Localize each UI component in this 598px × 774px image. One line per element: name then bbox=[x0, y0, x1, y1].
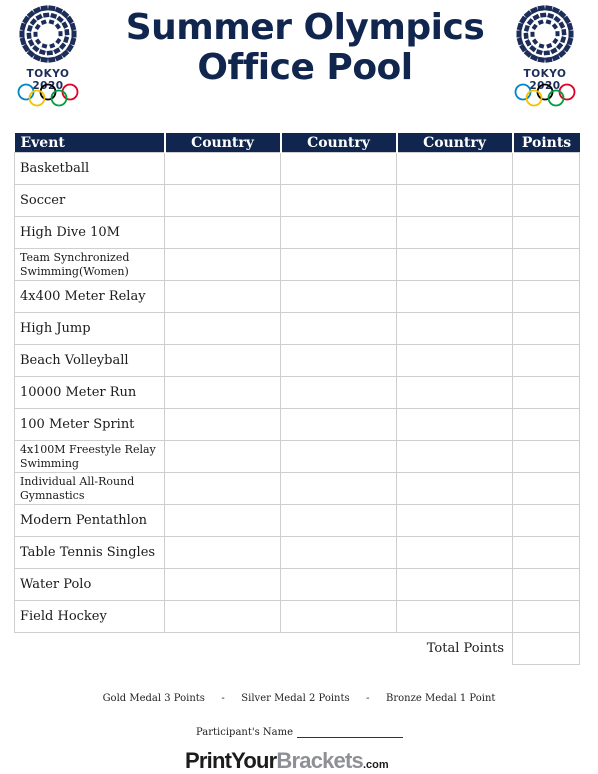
event-name-cell: Field Hockey bbox=[15, 601, 165, 633]
country-cell[interactable] bbox=[281, 185, 397, 217]
country-cell[interactable] bbox=[397, 505, 513, 537]
tokyo-emblem-icon bbox=[508, 2, 582, 66]
olympic-rings-icon bbox=[508, 82, 582, 112]
points-cell[interactable] bbox=[513, 569, 580, 601]
country-cell[interactable] bbox=[165, 153, 281, 185]
country-cell[interactable] bbox=[165, 345, 281, 377]
country-cell[interactable] bbox=[281, 569, 397, 601]
table-row bbox=[15, 473, 580, 505]
country-cell[interactable] bbox=[165, 409, 281, 441]
country-cell[interactable] bbox=[165, 601, 281, 633]
country-cell[interactable] bbox=[397, 345, 513, 377]
country-cell[interactable] bbox=[397, 441, 513, 473]
silver-medal-points: Silver Medal 2 Points bbox=[241, 693, 350, 704]
table-row bbox=[15, 217, 580, 249]
event-name-cell: High Dive 10M bbox=[15, 217, 165, 249]
points-cell[interactable] bbox=[513, 345, 580, 377]
table-header-row bbox=[15, 133, 580, 153]
event-name-cell: Individual All-Round Gymnastics bbox=[15, 473, 165, 505]
points-cell[interactable] bbox=[513, 377, 580, 409]
points-cell[interactable] bbox=[513, 537, 580, 569]
tokyo-emblem-icon bbox=[11, 2, 85, 66]
brand-text-part1: PrintYour bbox=[185, 748, 277, 773]
brand-logo bbox=[185, 748, 389, 774]
country-cell[interactable] bbox=[165, 185, 281, 217]
total-points-row bbox=[15, 633, 580, 665]
country-cell[interactable] bbox=[281, 473, 397, 505]
country-cell[interactable] bbox=[165, 281, 281, 313]
total-points-cell[interactable] bbox=[513, 633, 580, 665]
country-cell[interactable] bbox=[281, 505, 397, 537]
country-cell[interactable] bbox=[281, 377, 397, 409]
bronze-medal-points: Bronze Medal 1 Point bbox=[386, 693, 496, 704]
country-cell[interactable] bbox=[281, 313, 397, 345]
country-cell[interactable] bbox=[165, 441, 281, 473]
country-cell[interactable] bbox=[281, 153, 397, 185]
country-cell[interactable] bbox=[165, 217, 281, 249]
points-cell[interactable] bbox=[513, 217, 580, 249]
brand-text-part2: Brackets bbox=[276, 748, 363, 773]
country-cell[interactable] bbox=[397, 217, 513, 249]
table-row bbox=[15, 249, 580, 281]
points-cell[interactable] bbox=[513, 249, 580, 281]
column-header-points: Points bbox=[513, 133, 580, 153]
column-header-country: Country bbox=[281, 133, 397, 153]
event-name-cell: 4x400 Meter Relay bbox=[15, 281, 165, 313]
points-cell[interactable] bbox=[513, 441, 580, 473]
page-title: Summer Olympics bbox=[125, 7, 485, 48]
brand-text-part3: .com bbox=[362, 759, 389, 771]
points-cell[interactable] bbox=[513, 473, 580, 505]
country-cell[interactable] bbox=[397, 409, 513, 441]
country-cell[interactable] bbox=[397, 249, 513, 281]
event-name-cell: Water Polo bbox=[15, 569, 165, 601]
country-cell[interactable] bbox=[165, 473, 281, 505]
country-cell[interactable] bbox=[397, 185, 513, 217]
table-row bbox=[15, 313, 580, 345]
separator: - bbox=[221, 693, 225, 704]
gold-medal-points: Gold Medal 3 Points bbox=[102, 693, 205, 704]
country-cell[interactable] bbox=[397, 569, 513, 601]
table-row bbox=[15, 281, 580, 313]
event-name-cell: 100 Meter Sprint bbox=[15, 409, 165, 441]
country-cell[interactable] bbox=[281, 601, 397, 633]
olympic-rings-icon bbox=[11, 82, 85, 112]
event-name-cell: Modern Pentathlon bbox=[15, 505, 165, 537]
participant-name-label: Participant's Name bbox=[196, 727, 294, 738]
country-cell[interactable] bbox=[397, 377, 513, 409]
page-subtitle: Office Pool bbox=[197, 47, 413, 88]
column-header-country: Country bbox=[165, 133, 281, 153]
country-cell[interactable] bbox=[281, 409, 397, 441]
medal-points-legend bbox=[0, 693, 598, 704]
points-cell[interactable] bbox=[513, 505, 580, 537]
participant-name-line[interactable] bbox=[297, 736, 403, 738]
column-header-country: Country bbox=[397, 133, 513, 153]
country-cell[interactable] bbox=[281, 441, 397, 473]
country-cell[interactable] bbox=[165, 313, 281, 345]
event-name-cell: Team Synchronized Swimming(Women) bbox=[15, 249, 165, 281]
country-cell[interactable] bbox=[397, 473, 513, 505]
country-cell[interactable] bbox=[397, 281, 513, 313]
table-row bbox=[15, 185, 580, 217]
country-cell[interactable] bbox=[165, 377, 281, 409]
table-row bbox=[15, 153, 580, 185]
tokyo-2020-logo-left bbox=[11, 2, 85, 110]
country-cell[interactable] bbox=[281, 281, 397, 313]
country-cell[interactable] bbox=[165, 569, 281, 601]
table-row bbox=[15, 377, 580, 409]
table-row bbox=[15, 345, 580, 377]
table-row bbox=[15, 505, 580, 537]
country-cell[interactable] bbox=[281, 537, 397, 569]
table-row bbox=[15, 601, 580, 633]
table-row bbox=[15, 441, 580, 473]
column-header-event: Event bbox=[15, 133, 165, 153]
logo-text: TOKYO 2020 bbox=[26, 68, 70, 92]
country-cell[interactable] bbox=[165, 505, 281, 537]
country-cell[interactable] bbox=[165, 537, 281, 569]
table-row bbox=[15, 409, 580, 441]
country-cell[interactable] bbox=[397, 537, 513, 569]
country-cell[interactable] bbox=[397, 601, 513, 633]
table-row bbox=[15, 569, 580, 601]
event-name-cell: High Jump bbox=[15, 313, 165, 345]
total-points-label: Total Points bbox=[426, 641, 504, 657]
points-cell[interactable] bbox=[513, 281, 580, 313]
tokyo-2020-logo-right bbox=[508, 2, 582, 110]
country-cell[interactable] bbox=[281, 345, 397, 377]
event-name-cell: Soccer bbox=[15, 185, 165, 217]
country-cell[interactable] bbox=[397, 153, 513, 185]
office-pool-table bbox=[14, 133, 580, 665]
points-cell[interactable] bbox=[513, 185, 580, 217]
logo-text: TOKYO 2020 bbox=[523, 68, 567, 92]
country-cell[interactable] bbox=[281, 249, 397, 281]
points-cell[interactable] bbox=[513, 313, 580, 345]
event-name-cell: 4x100M Freestyle Relay Swimming bbox=[15, 441, 165, 473]
country-cell[interactable] bbox=[165, 249, 281, 281]
table-row bbox=[15, 537, 580, 569]
country-cell[interactable] bbox=[281, 217, 397, 249]
country-cell[interactable] bbox=[397, 313, 513, 345]
participant-name-field[interactable] bbox=[196, 727, 403, 738]
event-name-cell: Table Tennis Singles bbox=[15, 537, 165, 569]
points-cell[interactable] bbox=[513, 409, 580, 441]
event-name-cell: Basketball bbox=[15, 153, 165, 185]
points-cell[interactable] bbox=[513, 601, 580, 633]
separator: - bbox=[366, 693, 370, 704]
points-cell[interactable] bbox=[513, 153, 580, 185]
event-name-cell: Beach Volleyball bbox=[15, 345, 165, 377]
event-name-cell: 10000 Meter Run bbox=[15, 377, 165, 409]
